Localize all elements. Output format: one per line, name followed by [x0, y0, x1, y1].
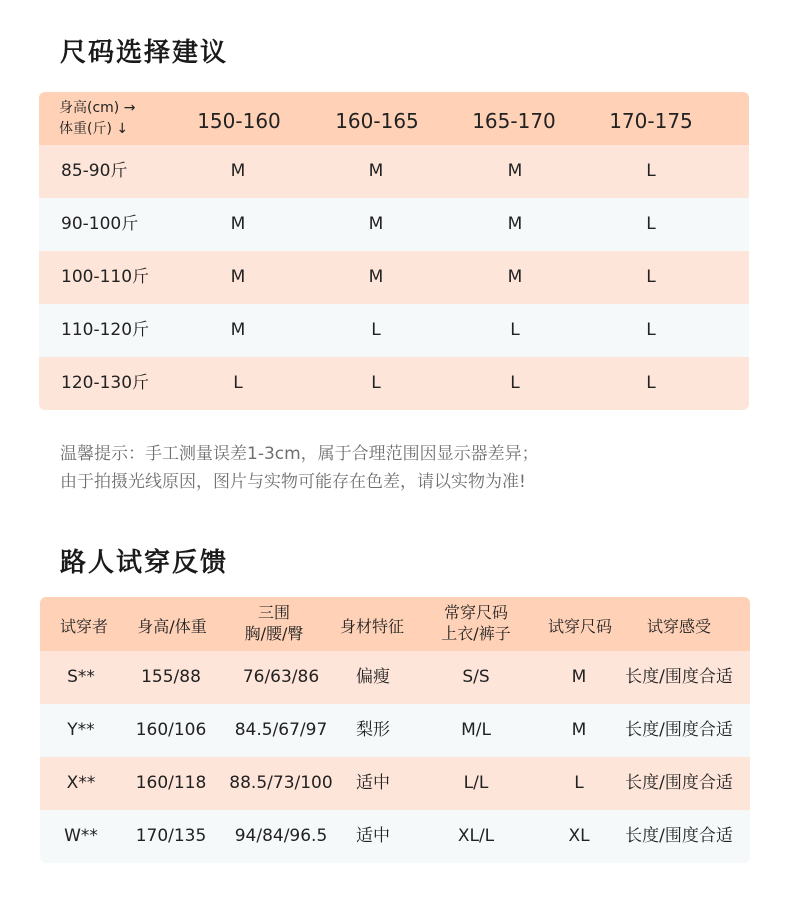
size-cell: M	[507, 161, 523, 181]
table-row	[40, 704, 750, 757]
size-cell: L	[646, 161, 656, 181]
size-guide-title: 尺码选择建议	[60, 38, 229, 68]
size-table	[39, 92, 749, 410]
col-usual-size-header	[424, 602, 528, 644]
table-row	[40, 757, 750, 810]
size-cell: M	[368, 161, 384, 181]
size-cell: M	[230, 214, 246, 234]
usual-size: M/L	[461, 720, 491, 740]
size-cell: L	[371, 373, 381, 393]
height-column-header: 160-165	[335, 109, 419, 133]
col-height-weight-header: 身高/体重	[137, 617, 207, 636]
tester-name: W**	[64, 826, 98, 846]
fit-feel: 长度/围度合适	[625, 826, 733, 846]
feedback-table-header	[40, 597, 750, 651]
col-measurements-header	[220, 602, 328, 644]
col-tester-header: 试穿者	[59, 617, 108, 636]
tried-size: M	[571, 720, 587, 740]
measurements: 84.5/67/97	[234, 720, 328, 740]
measurements: 76/63/86	[242, 667, 320, 687]
table-row	[39, 198, 749, 251]
body-type: 适中	[356, 826, 390, 846]
feedback-table	[40, 597, 750, 863]
table-row	[39, 304, 749, 357]
header-line: 胸/腰/臀	[244, 624, 304, 643]
corner-height-label: 身高(cm) →	[59, 100, 136, 116]
size-cell: L	[510, 373, 520, 393]
height-column-header: 150-160	[197, 109, 281, 133]
size-table-header	[39, 92, 749, 145]
size-cell: L	[646, 267, 656, 287]
size-cell: L	[233, 373, 243, 393]
table-row	[39, 357, 749, 410]
table-row	[40, 651, 750, 704]
fit-feel: 长度/围度合适	[625, 667, 733, 687]
col-body-type-header: 身材特征	[339, 617, 404, 636]
fit-feel: 长度/围度合适	[625, 720, 733, 740]
table-row	[40, 810, 750, 863]
measurements: 94/84/96.5	[234, 826, 328, 846]
size-cell: M	[507, 214, 523, 234]
feedback-title: 路人试穿反馈	[60, 548, 229, 578]
height-column-header: 165-170	[472, 109, 556, 133]
weight-range: 110-120斤	[61, 320, 150, 340]
usual-size: XL/L	[457, 826, 495, 846]
header-line: 常穿尺码	[443, 603, 508, 622]
tried-size: L	[574, 773, 584, 793]
size-cell: L	[646, 214, 656, 234]
header-line: 三围	[257, 603, 290, 622]
col-tried-size-header: 试穿尺码	[547, 617, 612, 636]
size-cell: M	[230, 320, 246, 340]
weight-range: 120-130斤	[61, 373, 150, 393]
size-cell: M	[230, 267, 246, 287]
height-column-header: 170-175	[609, 109, 693, 133]
height-weight: 160/118	[135, 773, 207, 793]
note-line: 温馨提示：手工测量误差1-3cm，属于合理范围因显示器差异；	[60, 444, 539, 464]
size-cell: L	[371, 320, 381, 340]
body-type: 适中	[356, 773, 390, 793]
table-row	[39, 145, 749, 198]
size-cell: M	[368, 214, 384, 234]
size-cell: M	[230, 161, 246, 181]
size-cell: L	[510, 320, 520, 340]
weight-range: 100-110斤	[61, 267, 150, 287]
size-cell: L	[646, 320, 656, 340]
size-cell: L	[646, 373, 656, 393]
measurement-note	[60, 440, 539, 496]
col-feel-header: 试穿感受	[646, 617, 711, 636]
measurements: 88.5/73/100	[229, 773, 333, 793]
note-line: 由于拍摄光线原因，图片与实物可能存在色差，请以实物为准!	[60, 472, 526, 492]
usual-size: S/S	[462, 667, 490, 687]
body-type: 梨形	[356, 720, 390, 740]
tester-name: X**	[66, 773, 96, 793]
corner-weight-label: 体重(斤) ↓	[59, 121, 129, 137]
body-type: 偏瘦	[356, 667, 390, 687]
tester-name: S**	[67, 667, 95, 687]
tried-size: M	[571, 667, 587, 687]
size-cell: M	[507, 267, 523, 287]
weight-range: 85-90斤	[61, 161, 128, 181]
tried-size: XL	[568, 826, 590, 846]
height-weight: 155/88	[141, 667, 201, 687]
height-weight: 160/106	[135, 720, 207, 740]
weight-range: 90-100斤	[61, 214, 139, 234]
corner-label	[59, 98, 135, 140]
fit-feel: 长度/围度合适	[625, 773, 733, 793]
usual-size: L/L	[463, 773, 489, 793]
tester-name: Y**	[67, 720, 95, 740]
size-cell: M	[368, 267, 384, 287]
table-row	[39, 251, 749, 304]
header-line: 上衣/裤子	[441, 624, 511, 643]
height-weight: 170/135	[135, 826, 207, 846]
